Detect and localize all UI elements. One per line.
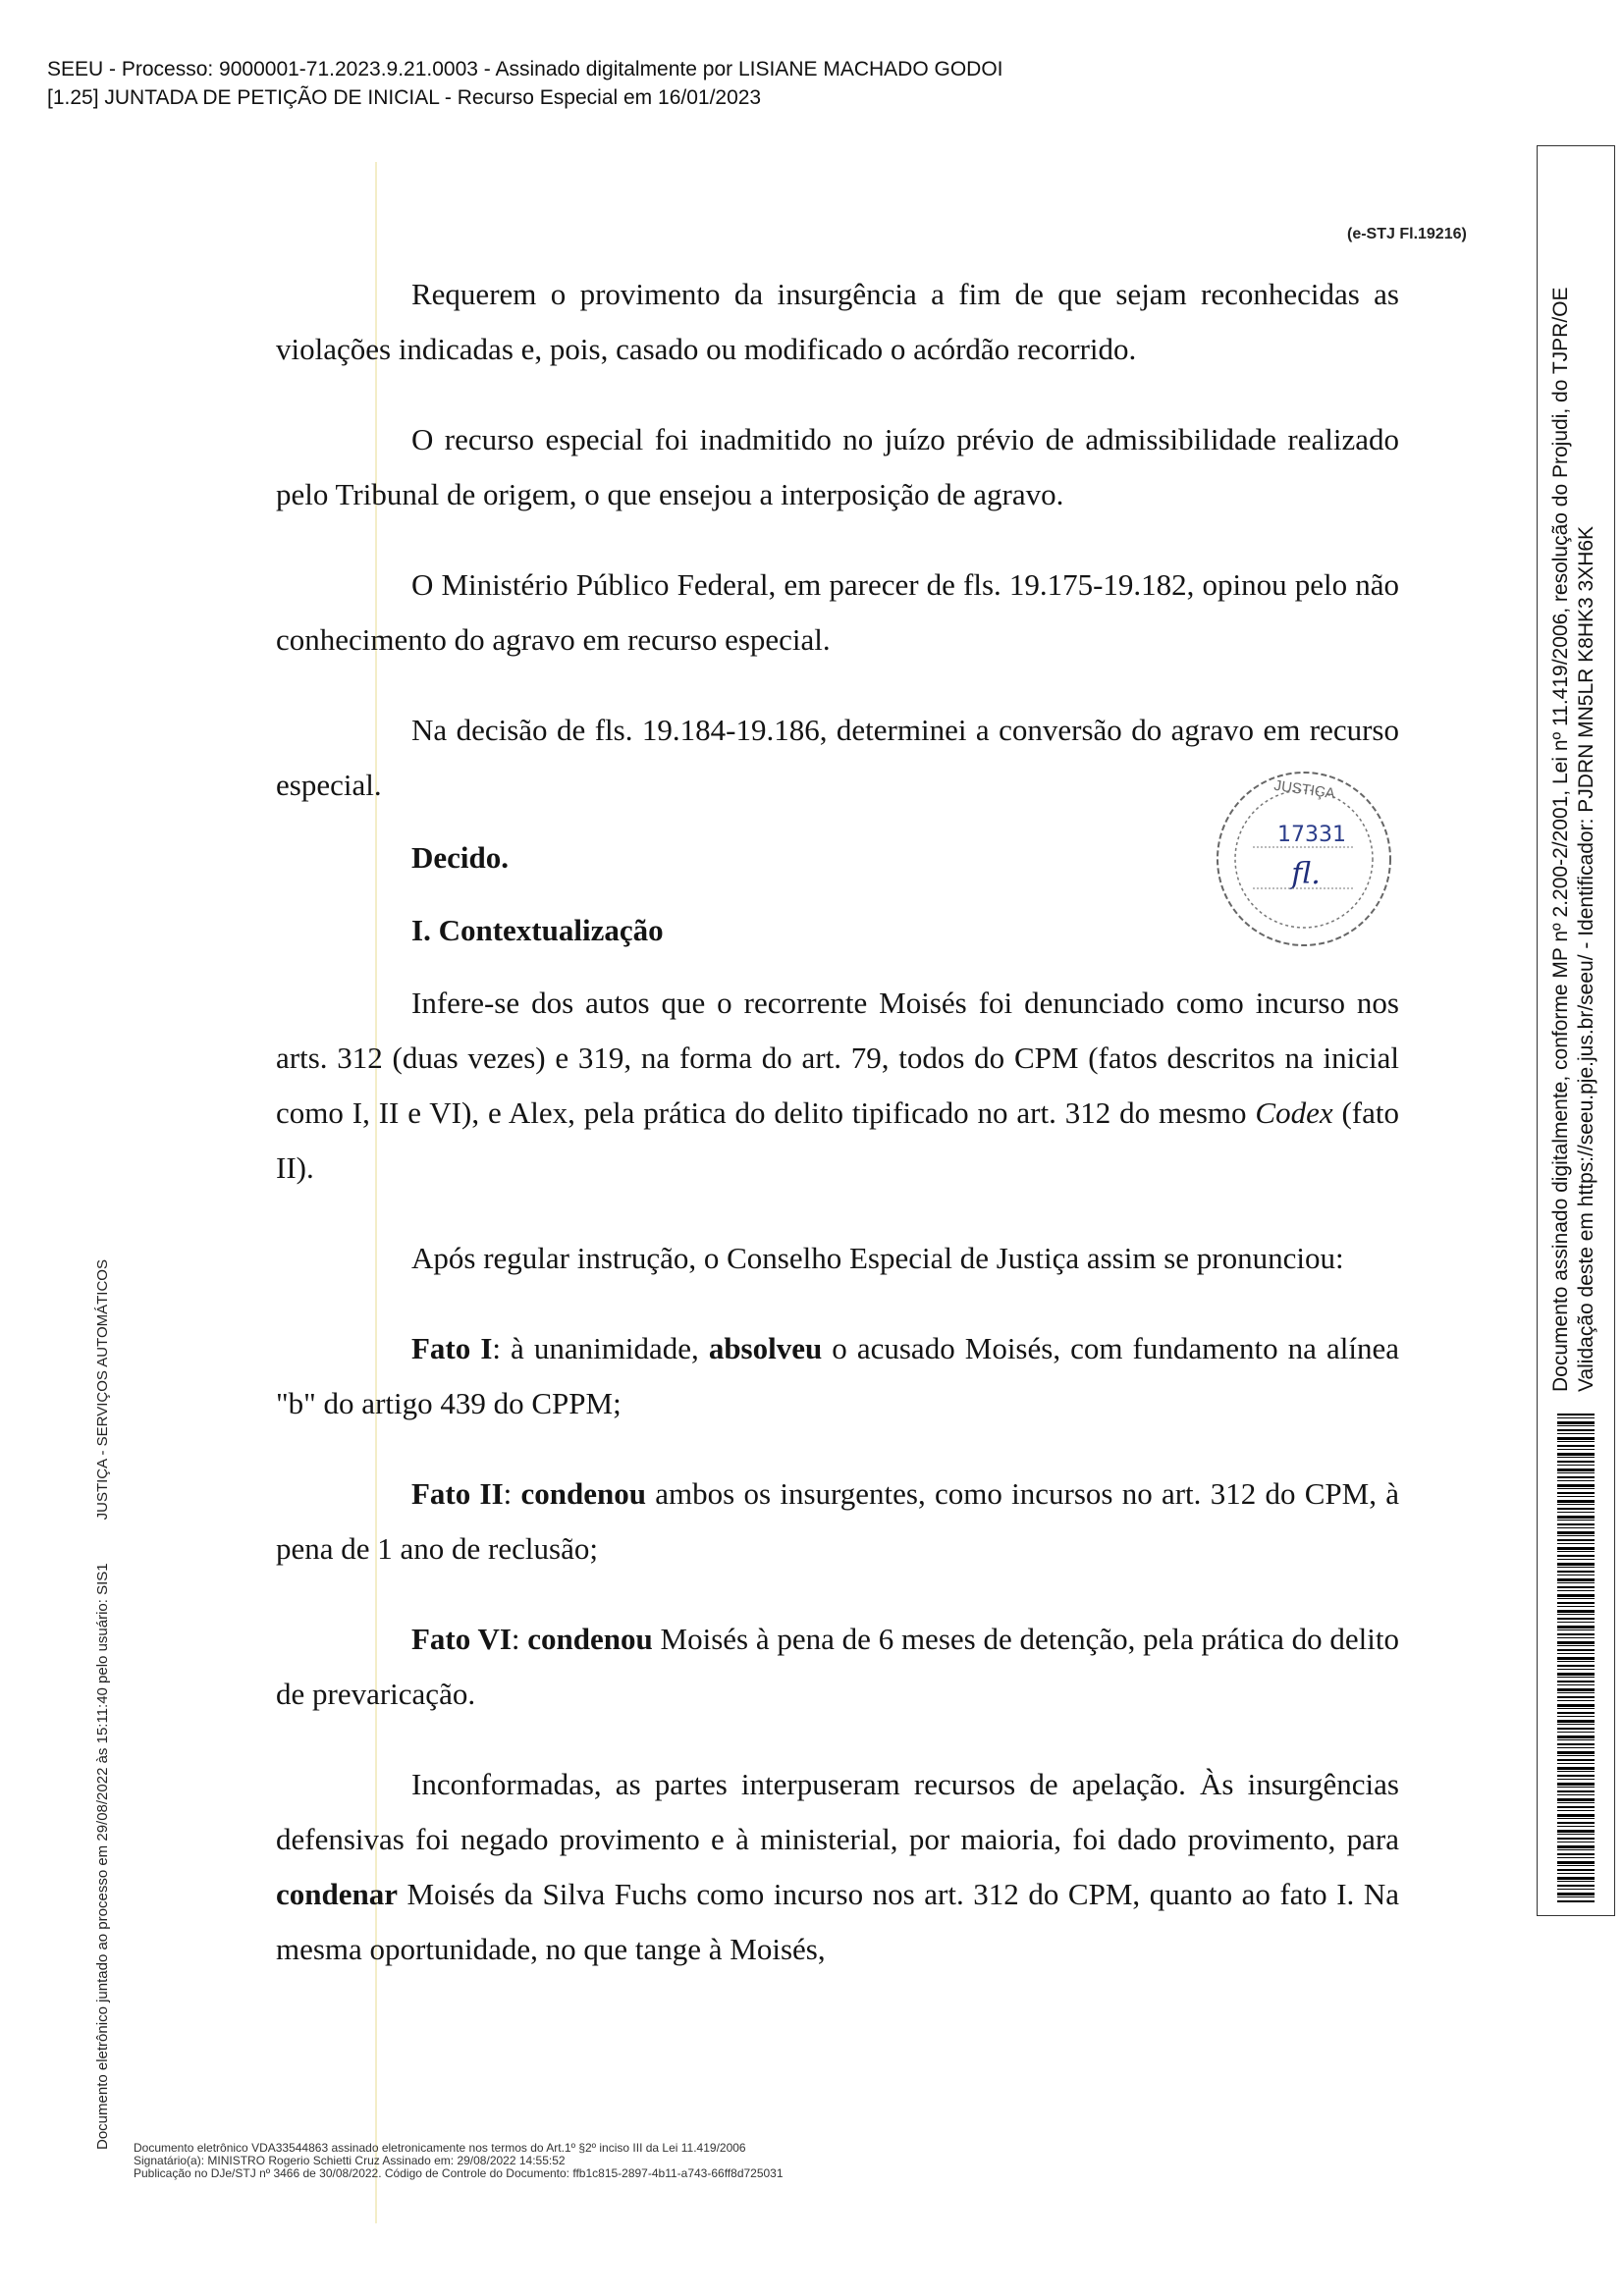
paragraph-inadmission: O recurso especial foi inadmitido no juízo prévio de admissibilidade realizado pelo Tribunal de origem, o que ensejou a interposição de agravo. <box>276 422 1399 511</box>
stamp-top-text: JUSTIÇA <box>1272 776 1336 803</box>
paragraph-fato-ii: Fato II: condenou ambos os insurgentes, como incursos no art. 312 do CPM, à pena de 1 ano de reclusão; <box>276 1476 1399 1566</box>
court-stamp <box>1206 761 1402 957</box>
stamp-number: 17331 <box>1277 823 1346 847</box>
paragraph-conversion: Na decisão de fls. 19.184-19.186, determinei a conversão do agravo em recurso especial. <box>276 713 1399 802</box>
codex-italic: Codex <box>1255 1095 1333 1130</box>
paragraph-apelacao: Inconformadas, as partes interpuseram recursos de apelação. Às insurgências defensivas foi negado provimento e à ministerial, por maioria, foi dado provimento, para condenar Moisés da Silva Fuchs como incurso nos art. 312 do CPM, quanto ao fato I. Na mesma oportunidade, no que tange à Moisés, <box>276 1767 1399 1966</box>
footer-line-2: Signatário(a): MINISTRO Rogerio Schietti Cruz Assinado em: 29/08/2022 14:55:52 <box>134 2154 566 2167</box>
right-margin-line-1: Documento assinado digitalmente, conforme MP nº 2.200-2/2001, Lei nº 11.419/2006, resolução do Projudi, do TJPR/OE <box>1549 287 1572 1392</box>
paragraph-fato-i: Fato I: à unanimidade, absolveu o acusado Moisés, com fundamento na alínea "b" do artigo 439 do CPPM; <box>276 1331 1399 1420</box>
validation-barcode <box>1557 1414 1595 1904</box>
signature-footer <box>134 2142 784 2180</box>
footer-line-1: Documento eletrônico VDA33544863 assinado eletronicamente nos termos do Art.1º §2º inciso III da Lei 11.419/2006 <box>134 2141 746 2155</box>
decision-body <box>276 267 1399 1977</box>
left-margin-line-2: JUSTIÇA - SERVIÇOS AUTOMÁTICOS <box>94 1259 111 1521</box>
right-margin-note <box>1548 287 1599 1392</box>
left-margin-note <box>94 1109 111 2150</box>
heading-contextualizacao: I. Contextualização <box>411 913 664 947</box>
header-line-1: SEEU - Processo: 9000001-71.2023.9.21.0003 - Assinado digitalmente por LISIANE MACHADO GODOI <box>47 58 1003 80</box>
document-header <box>47 55 1003 112</box>
heading-decido: Decido. <box>411 840 510 875</box>
stamp-handwritten: fl. <box>1291 857 1321 891</box>
header-line-2: [1.25] JUNTADA DE PETIÇÃO DE INICIAL - Recurso Especial em 16/01/2023 <box>47 86 762 109</box>
paragraph-mpf-opinion: O Ministério Público Federal, em parecer de fls. 19.175-19.182, opinou pelo não conhecimento do agravo em recurso especial. <box>276 567 1399 657</box>
paragraph-denuncia: Infere-se dos autos que o recorrente Moisés foi denunciado como incurso nos arts. 312 (duas vezes) e 319, na forma do art. 79, todos do CPM (fatos descritos na inicial como I, II e VI), e Alex, pela prática do delito tipificado no art. 312 do mesmo Codex (fato II). <box>276 986 1399 1185</box>
left-margin-line-1: Documento eletrônico juntado ao processo em 29/08/2022 às 15:11:40 pelo usuário: SIS1 <box>94 1563 111 2150</box>
page-folha-number: (e-STJ Fl.19216) <box>1347 226 1467 242</box>
footer-line-3: Publicação no DJe/STJ nº 3466 de 30/08/2022. Código de Controle do Documento: ffb1c815-2897-4b11-a743-66ff8d725031 <box>134 2166 784 2180</box>
paragraph-requests: Requerem o provimento da insurgência a fim de que sejam reconhecidas as violações indicadas e, pois, casado ou modificado o acórdão recorrido. <box>276 277 1399 366</box>
paragraph-fato-vi: Fato VI: condenou Moisés à pena de 6 meses de detenção, pela prática do delito de prevaricação. <box>276 1622 1399 1711</box>
right-margin-line-2: Validação deste em https://seeu.pje.jus.br/seeu/ - Identificador: PJDRN MN5LR K8HK3 3XH6K <box>1575 525 1597 1392</box>
paragraph-instrucao: Após regular instrução, o Conselho Especial de Justiça assim se pronunciou: <box>411 1241 1344 1275</box>
